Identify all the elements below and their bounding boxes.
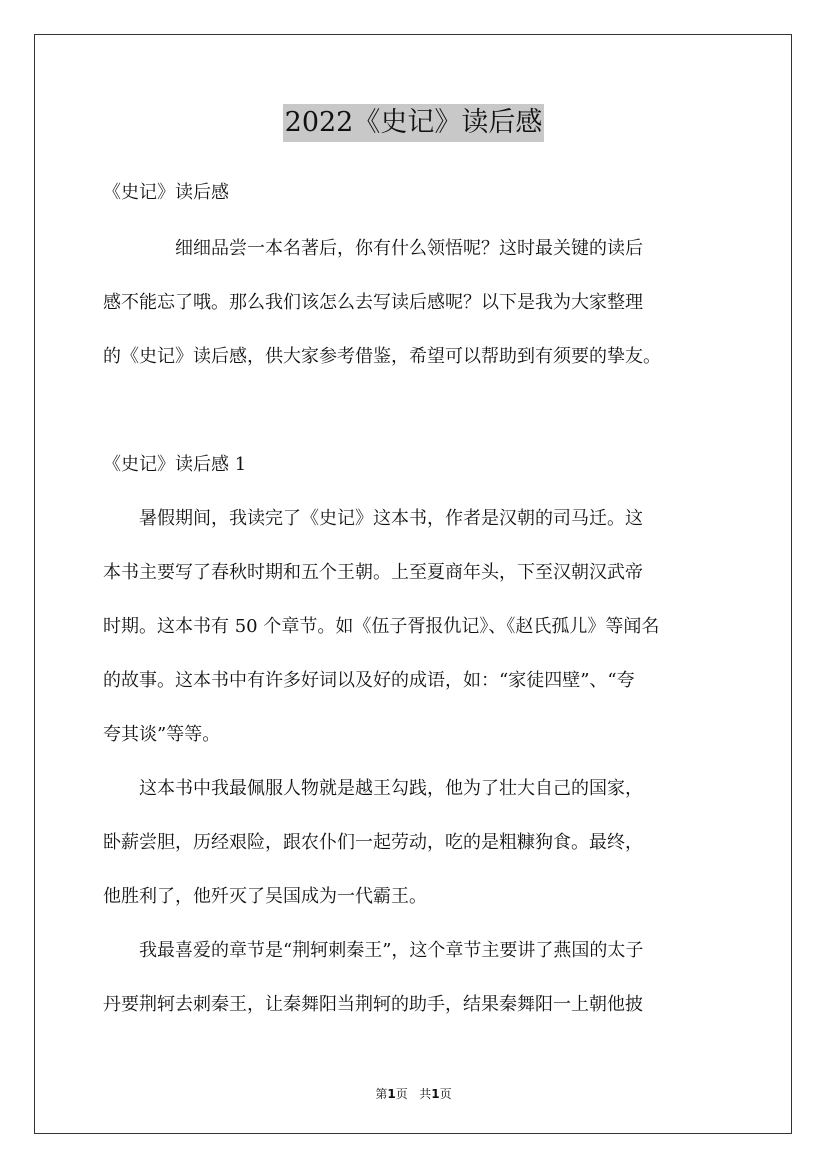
section-heading: 《史记》读后感 1: [103, 454, 247, 475]
paragraph-line: 的《史记》读后感，供大家参考借鉴，希望可以帮助到有须要的挚友。: [103, 346, 661, 367]
footer-page-number: 1: [387, 1087, 396, 1101]
paragraph-line: 感不能忘了哦。那么我们该怎么去写读后感呢？以下是我为大家整理: [103, 292, 643, 313]
paragraph-line: 暑假期间，我读完了《史记》这本书，作者是汉朝的司马迁。这: [103, 508, 643, 529]
subtitle-line: 《史记》读后感: [103, 182, 229, 203]
document-title: 2022《史记》读后感: [283, 104, 545, 142]
paragraph-line: 丹要荆轲去刺秦王，让秦舞阳当荆轲的助手，结果秦舞阳一上朝他披: [103, 994, 643, 1015]
page-footer: [0, 1085, 827, 1102]
paragraph-line: 他胜利了，他歼灭了吴国成为一代霸王。: [103, 886, 427, 907]
paragraph-line: 本书主要写了春秋时期和五个王朝。上至夏商年头，下至汉朝汉武帝: [103, 562, 643, 583]
paragraph-line: 时期。这本书有 50 个章节。如《伍子胥报仇记》、《赵氏孤儿》等闻名: [103, 616, 660, 637]
paragraph-line: 卧薪尝胆，历经艰险，跟农仆们一起劳动，吃的是粗糠狗食。最终，: [103, 832, 643, 853]
paragraph-line: 这本书中我最佩服人物就是越王勾践，他为了壮大自己的国家，: [103, 778, 643, 799]
paragraph-line: 细细品尝一本名著后，你有什么领悟呢？这时最关键的读后: [103, 238, 643, 259]
footer-total-pages: 1: [431, 1087, 440, 1101]
paragraph-line: 我最喜爱的章节是“荆轲刺秦王”，这个章节主要讲了燕国的太子: [103, 940, 644, 961]
footer-mid: 页 共: [395, 1087, 432, 1101]
paragraph-line: 的故事。这本书中有许多好词以及好的成语，如：“家徒四壁”、“夸: [103, 670, 635, 691]
footer-prefix: 第: [375, 1087, 388, 1101]
title-container: [0, 104, 827, 142]
footer-suffix: 页: [439, 1087, 452, 1101]
paragraph-line: 夸其谈”等等。: [103, 724, 221, 745]
